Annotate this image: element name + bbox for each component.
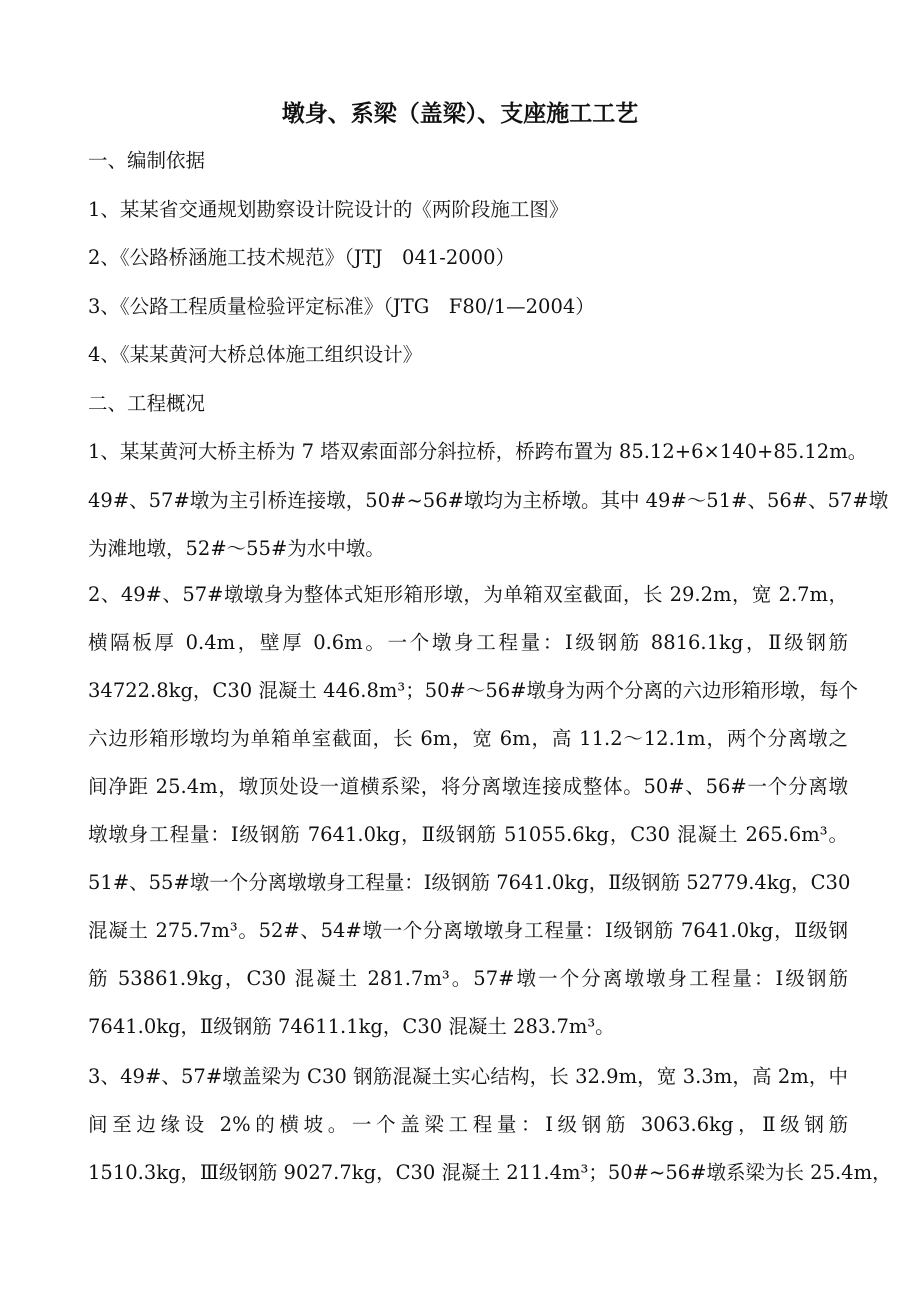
overview-para2-line: 混凝土 275.7m³。52#、54#墩一个分离墩墩身工程量：Ⅰ级钢筋 7641.0kg，Ⅱ级钢: [88, 919, 848, 942]
section-heading-basis: 一、编制依据: [88, 149, 206, 172]
overview-para2-line: 间净距 25.4m，墩顶处设一道横系梁，将分离墩连接成整体。50#、56#一个分离墩: [88, 775, 848, 798]
document-title: 墩身、系梁（盖梁）、支座施工工艺: [281, 100, 639, 127]
overview-para2-line: 7641.0kg，Ⅱ级钢筋 74611.1kg，C30 混凝土 283.7m³。: [88, 1015, 615, 1038]
overview-para2-line: 墩墩身工程量：Ⅰ级钢筋 7641.0kg，Ⅱ级钢筋 51055.6kg，C30 混凝土 265.6m³。: [88, 823, 848, 846]
overview-para2-line: 2、49#、57#墩墩身为整体式矩形箱形墩，为单箱双室截面，长 29.2m，宽 2.7m，: [88, 583, 848, 606]
overview-para1-line: 49#、57#墩为主引桥连接墩，50#~56#墩均为主桥墩。其中 49#～51#、56#、57#墩: [88, 489, 889, 512]
overview-para2-line: 六边形箱形墩均为单箱单室截面，长 6m，宽 6m，高 11.2～12.1m，两个分离墩之: [88, 727, 848, 750]
basis-item-2: 2、《公路桥涵施工技术规范》（JTJ 041-2000）: [88, 246, 515, 269]
section-heading-overview: 二、工程概况: [88, 392, 206, 415]
overview-para3-line: 3、49#、57#墩盖梁为 C30 钢筋混凝土实心结构，长 32.9m，宽 3.3m，高 2m，中: [88, 1065, 848, 1088]
overview-para1-line: 1、某某黄河大桥主桥为 7 塔双索面部分斜拉桥，桥跨布置为 85.12+6×140+85.12m。: [88, 440, 868, 463]
overview-para1-line: 为滩地墩，52#～55#为水中墩。: [88, 537, 385, 560]
basis-item-1: 1、某某省交通规划勘察设计院设计的《两阶段施工图》: [88, 198, 569, 221]
basis-item-3: 3、《公路工程质量检验评定标准》（JTG F80/1—2004）: [88, 295, 595, 318]
overview-para2-line: 筋 53861.9kg，C30 混凝土 281.7m³。57#墩一个分离墩墩身工程量：Ⅰ级钢筋: [88, 967, 848, 990]
overview-para3-line: 间至边缘设 2%的横坡。一个盖梁工程量：Ⅰ级钢筋 3063.6kg，Ⅱ级钢筋: [88, 1113, 848, 1136]
overview-para2-line: 51#、55#墩一个分离墩墩身工程量：Ⅰ级钢筋 7641.0kg，Ⅱ级钢筋 52779.4kg，C30: [88, 871, 851, 894]
overview-para2-line: 横隔板厚 0.4m，壁厚 0.6m。一个墩身工程量：Ⅰ级钢筋 8816.1kg，Ⅱ级钢筋: [88, 631, 848, 654]
overview-para2-line: 34722.8kg，C30 混凝土 446.8m³；50#～56#墩身为两个分离的六边形箱形墩，每个: [88, 679, 859, 702]
overview-para3-line: 1510.3kg，Ⅲ级钢筋 9027.7kg，C30 混凝土 211.4m³；50#~56#墩系梁为长 25.4m，: [88, 1161, 892, 1184]
basis-item-4: 4、《某某黄河大桥总体施工组织设计》: [88, 343, 423, 366]
